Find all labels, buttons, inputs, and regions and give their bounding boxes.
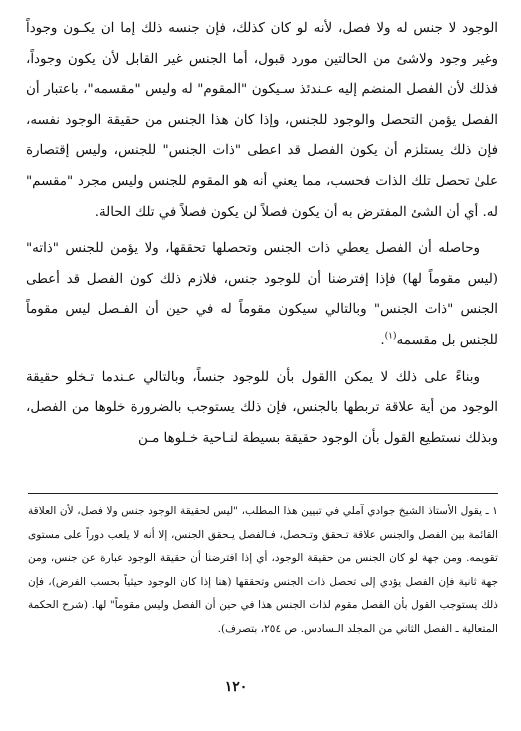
footnote-divider: [28, 493, 498, 494]
paragraph-1: الوجود لا جنس له ولا فصل، لأنه لو كان كذلك، فإن جنسه ذلك إما ان يكـون وجوداً وغير وجود ولاشئ من الحالتين مورد قبول، أما الجنس غير القابل لأن يكون وجوداً، فذلك لأن الفصل المنضم إليه عـندئذ سـيكون "المقوم" له وليس "مقسمه"، باعتبار أن الفصل يؤمن التحصل والوجود للجنس، وإذا كان هذا الجنس من حقيقة الوجود نفسه، فإن ذلك يستلزم أن يكون الفصل قد اعطى "ذات الجنس" للجنس، وليس إقتصارة علىٰ تحصل تلك الذات فحسب، مما يعني أنه هو المقوم للجنس وليس مجرد "مقسم" له. أي أن الشئ المفترض به أن يكون فصلاً لن يكون فصلاً في تلك الحالة.: [26, 21, 498, 220]
paragraph-2: وحاصله أن الفصل يعطي ذات الجنس وتحصلها تحققها، ولا يؤمن للجنس "ذاته" (ليس مقوماً لها) فإذا إفترضنا أن للوجود جنس، فلازم ذلك كون الفصل قد أعطى الجنس "ذات الجنس" وبالتالي سيكون مقوماً له في حين أن الفـصل ليس مقوماً للجنس بل مقسمه$^{(١)}$.: [26, 241, 498, 348]
page-number: ١٢٠: [224, 679, 248, 695]
main-text: [26, 14, 498, 454]
footnote: ١ ـ يقول الأستاذ الشيخ جوادي آملي في تبيين هذا المطلب، "ليس لحقيقة الوجود جنس ولا فصل، لأن العلاقة القائمة بين الفصل والجنس علاقة تـحقق وتـحصل، فـالفصل يـحقق الجنس، إلا أنه لا يلعب دوراً على مستوى تقويمه. ومن جهة لو كان الجنس من حقيقة الوجود، أي إذا افترضنا أن حقيقة الوجود عبارة عن جنس، ومن جهة ثانية فإن الفصل يؤدي إلى تحصل ذات الجنس وتحققها (هنا إذا كان الوجود حيثياً بحسب الفرض)، فإن ذلك يستوجب القول بأن الفصل مقوم لذات الجنس هذا في حين أن الفصل وليس مقوماً" لها. (شرح الحكمة المتعالية ـ الفصل الثاني من المجلد الـسادس. ص ٢٥٤، بتصرف).: [28, 505, 498, 635]
page: [26, 14, 498, 635]
paragraph-2-text: وحاصله أن الفصل يعطي ذات الجنس وتحصلها تحققها، ولا يؤمن للجنس "ذاته" (ليس مقوماً لها) فإذا إفترضنا أن للوجود جنس، فلازم ذلك كون الفصل قد أعطى الجنس "ذات الجنس" وبالتالي سيكون مقوماً له في حين أن الفـصل ليس مقوماً للجنس بل مقسمه: [26, 241, 498, 348]
paragraph-3: وبناءً على ذلك لا يمكن االقول بأن للوجود جنساً، وبالتالي عـندما تـخلو حقيقة الوجود من أية علاقة تربطها بالجنس، فإن ذلك يستوجب بالضرورة خلوها من الفصل، وبذلك نستطيع القول بأن الوجود حقيقة بسيطة لنـاحية خـلوها مـن: [26, 369, 498, 446]
footnote-reference: (١): [384, 331, 397, 342]
